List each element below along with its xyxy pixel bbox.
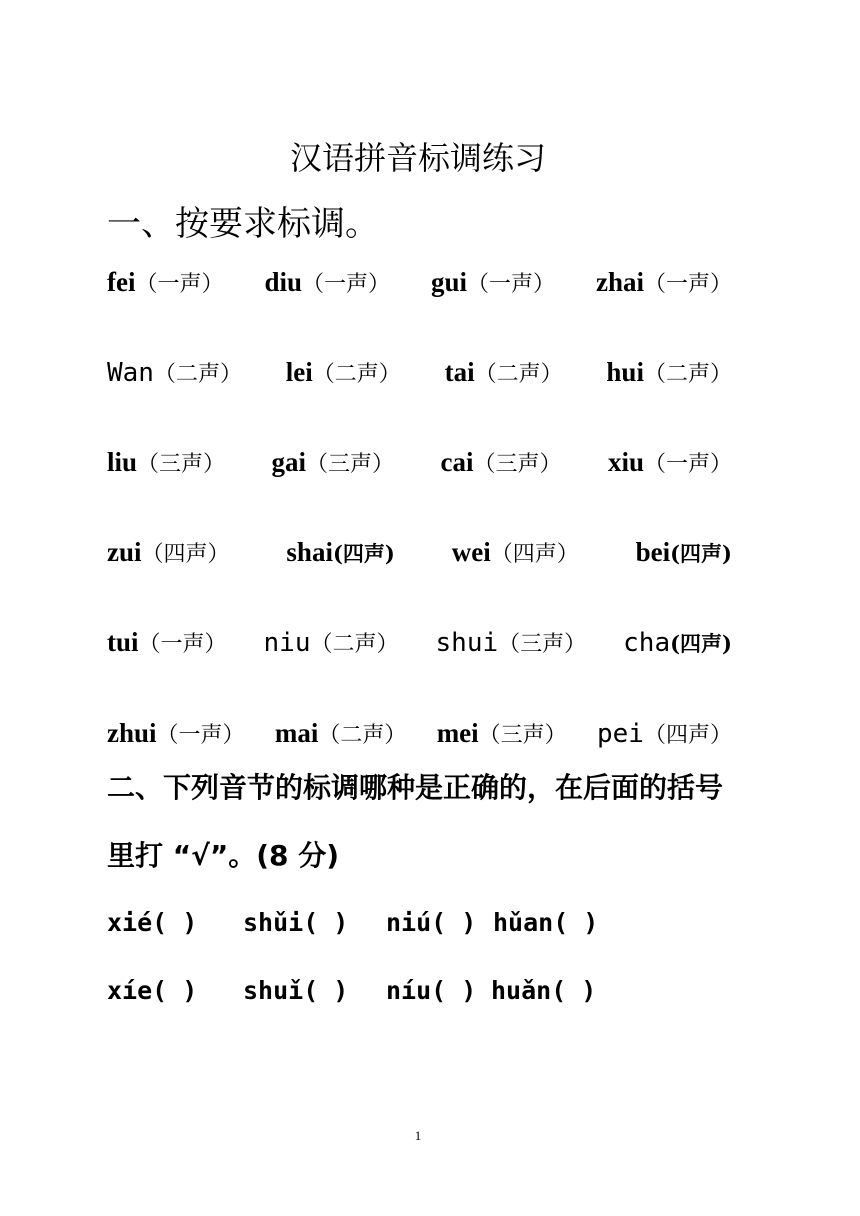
exercise-item <box>107 532 230 575</box>
tone-label: （一声） <box>156 723 245 748</box>
tone-label: （二声） <box>643 362 732 387</box>
syllable: Wan <box>107 358 154 388</box>
document-title: 汉语拼音标调练习 <box>289 139 546 177</box>
exercise-item <box>437 713 567 756</box>
syllable: shai <box>286 537 333 567</box>
section-2-heading-line-1: 二、下列音节的标调哪种是正确的，在后面的括号 <box>107 771 724 804</box>
exercise-row-4 <box>107 532 732 572</box>
choice-item: niú( ) <box>386 908 477 937</box>
syllable: hui <box>606 357 644 387</box>
tone-label: （三声） <box>498 632 587 657</box>
tone-label: （一声） <box>138 632 227 657</box>
exercise-item <box>107 713 245 756</box>
syllable: lei <box>285 357 313 387</box>
tone-label: (四声) <box>670 541 732 566</box>
syllable: fei <box>107 267 136 297</box>
exercise-row-1 <box>107 262 732 302</box>
tone-label: (四声) <box>332 541 395 566</box>
syllable: zui <box>107 537 142 567</box>
syllable: niu <box>263 628 311 658</box>
choice-row-2 <box>107 973 596 1009</box>
syllable: shui <box>435 628 499 658</box>
page-number: 1 <box>414 1128 422 1143</box>
exercise-item <box>596 262 732 305</box>
tone-label: （四声） <box>643 723 732 748</box>
tone-label: （二声） <box>153 362 242 387</box>
exercise-item <box>272 442 395 485</box>
exercise-item <box>107 262 224 305</box>
syllable: zhui <box>107 718 157 748</box>
exercise-item <box>636 532 732 574</box>
choice-item: níu( ) <box>386 976 477 1005</box>
syllable: gai <box>271 447 307 477</box>
syllable: xiu <box>607 447 644 477</box>
tone-label: （四声） <box>490 542 579 567</box>
choice-item: shǔi( ) <box>243 908 349 937</box>
exercise-item <box>107 353 242 395</box>
tone-label: （一声） <box>643 452 732 477</box>
choice-item: hǔan( ) <box>493 908 599 937</box>
syllable: cai <box>440 447 474 477</box>
exercise-item <box>623 623 732 664</box>
exercise-item <box>436 623 587 665</box>
tone-label: （四声） <box>141 542 230 567</box>
exercise-item <box>264 623 399 665</box>
exercise-row-5 <box>107 622 732 662</box>
tone-label: （三声） <box>473 452 562 477</box>
exercise-item <box>275 713 407 756</box>
syllable: diu <box>264 267 302 297</box>
tone-label: （二声） <box>310 632 399 657</box>
exercise-item <box>107 442 225 485</box>
section-2-heading-line-2: 里打 “√”。(8 分) <box>107 839 340 872</box>
exercise-item <box>452 532 579 575</box>
tone-label: （一声） <box>135 272 224 297</box>
syllable: zhai <box>595 267 644 297</box>
syllable: wei <box>451 537 491 567</box>
exercise-item <box>286 352 401 395</box>
exercise-row-6 <box>107 713 732 753</box>
tone-label: （二声） <box>474 362 563 387</box>
exercise-item <box>264 262 390 305</box>
exercise-item <box>431 262 555 305</box>
exercise-item <box>597 714 732 756</box>
choice-item: xíe( ) <box>107 976 198 1005</box>
tone-label: （三声） <box>137 452 226 477</box>
syllable: pei <box>597 719 644 749</box>
exercise-row-2 <box>107 352 732 392</box>
section-1-heading: 一、按要求标调。 <box>107 204 379 244</box>
tone-label: (四声) <box>670 631 732 656</box>
exercise-item <box>445 352 563 395</box>
exercise-item <box>440 442 561 485</box>
choice-row-1 <box>107 905 598 941</box>
syllable: tui <box>107 627 139 657</box>
tone-label: （一声） <box>643 272 732 297</box>
syllable: tai <box>444 357 475 387</box>
exercise-item <box>107 622 227 665</box>
tone-label: （二声） <box>312 362 401 387</box>
tone-label: （一声） <box>302 272 391 297</box>
tone-label: （三声） <box>306 452 395 477</box>
syllable: gui <box>430 267 467 297</box>
exercise-row-3 <box>107 442 732 482</box>
exercise-item <box>608 442 732 485</box>
syllable: cha <box>623 628 671 658</box>
exercise-item <box>606 352 732 395</box>
syllable: mai <box>274 718 319 748</box>
tone-label: （二声） <box>318 723 407 748</box>
tone-label: （一声） <box>467 272 556 297</box>
syllable: liu <box>107 447 138 477</box>
exercise-item <box>286 532 394 574</box>
choice-item: shuǐ( ) <box>243 976 349 1005</box>
syllable: bei <box>635 537 671 567</box>
tone-label: （三声） <box>478 723 567 748</box>
syllable: mei <box>436 718 479 748</box>
choice-item: huǎn( ) <box>491 976 597 1005</box>
choice-item: xié( ) <box>107 908 198 937</box>
